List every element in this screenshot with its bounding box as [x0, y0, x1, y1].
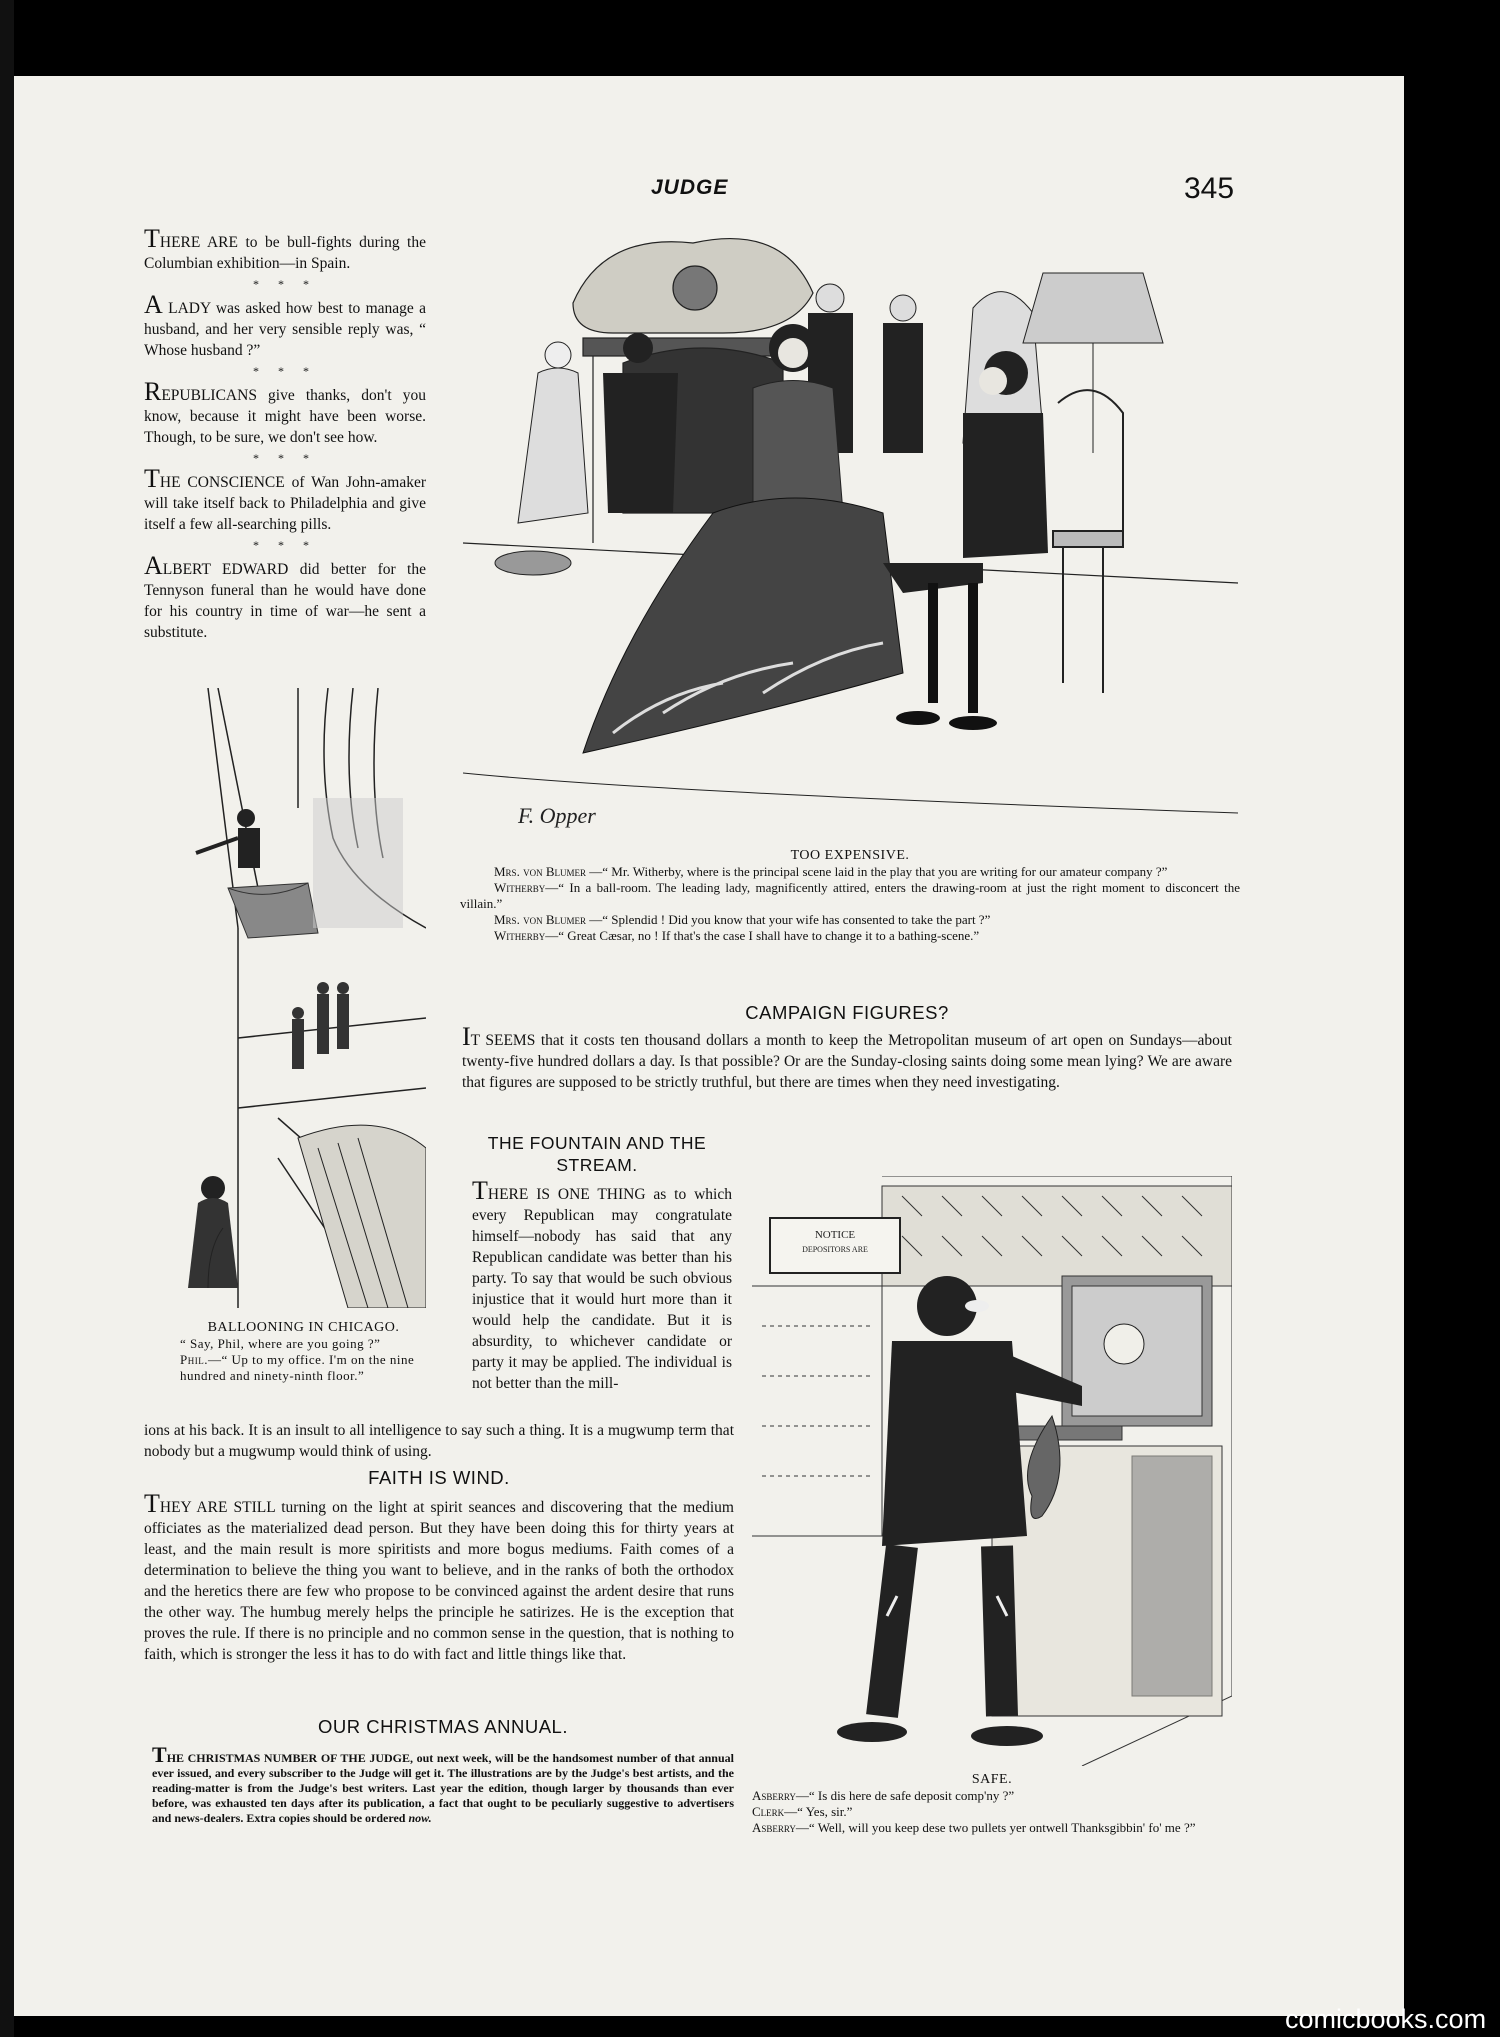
caption-line-2: Witherby—“ In a ball-room. The leading lady, magnificently attired, enters the drawing-room at just the right moment to disconcert the villain.”	[460, 880, 1240, 911]
item-conscience: THE CONSCIENCE of Wan John-amaker will take itself back to Philadelphia and give itself a few all-searching pills.	[144, 464, 426, 533]
scan-edge	[0, 0, 14, 2037]
campaign-heading: CAMPAIGN FIGURES?	[745, 1002, 949, 1023]
separator: * * *	[253, 277, 317, 291]
too-expensive-caption	[460, 847, 1240, 944]
separator: * * *	[253, 538, 317, 552]
safe-line-1: Asberry—“ Is dis here de safe deposit comp'ny ?”	[752, 1788, 1015, 1803]
fountain-article	[462, 1132, 732, 1394]
too-expensive-illustration	[463, 213, 1238, 838]
too-expensive-title: TOO EXPENSIVE.	[790, 848, 910, 863]
item-husband: A LADY was asked how best to manage a husband, and her very sensible reply was, “ Whose husband ?”	[144, 290, 426, 359]
caption-line-4: Witherby—“ Great Cæsar, no ! If that's the case I shall have to change it to a bathing-scene.”	[494, 928, 980, 943]
campaign-body: IT SEEMS that it costs ten thousand dollars a month to keep the Metropolitan museum of art open on Sundays—about twenty-five hundred dollars a day. Is that possible? Or are the Sunday-closing saints doing some mean lying? We are aware that figures are supposed to be strictly truthful, but there are times when they need investigating.	[462, 1022, 1232, 1091]
item-albert-edward: ALBERT EDWARD did better for the Tennyson funeral than he would have done for his country in time of war—he sent a substitute.	[144, 551, 426, 641]
fountain-heading: THE FOUNTAIN AND THE STREAM.	[487, 1133, 707, 1175]
separator: * * *	[253, 364, 317, 378]
christmas-article	[152, 1716, 734, 1826]
ballooning-illustration	[178, 688, 426, 1308]
artist-signature: F. Opper	[518, 803, 596, 828]
balloon-caption-title: BALLOONING IN CHICAGO.	[207, 1320, 400, 1335]
christmas-heading: OUR CHRISTMAS ANNUAL.	[317, 1716, 568, 1737]
item-republicans: REPUBLICANS give thanks, don't you know, because it might have been worse. Though, to be sure, we don't see how.	[144, 377, 426, 446]
safe-line-2: Clerk—“ Yes, sir.”	[752, 1804, 853, 1819]
site-watermark: comicbooks.com	[1285, 2004, 1487, 2034]
caption-line-1: Mrs. von Blumer —“ Mr. Witherby, where is the principal scene laid in the play that you are writing for our amateur company ?”	[494, 864, 1168, 879]
safe-line-3: Asberry—“ Well, will you keep dese two pullets yer ontwell Thanksgibbin' fo' me ?”	[752, 1820, 1196, 1835]
christmas-body: THE CHRISTMAS NUMBER OF THE JUDGE, out next week, will be the handsomest number of that annual ever issued, and every subscriber to the Judge will get it. The illustrations are by the Judge's best artists, and the reading-matter is from the Judge's best writers. Last year the edition, though larger by thousands than ever before, was exhausted ten days after its publication, a fact that ought to be peculiarly suggestive to advertisers and news-dealers. Extra copies should be ordered now.	[152, 1742, 734, 1825]
faith-article	[144, 1467, 734, 1665]
page-number: 345	[1184, 172, 1235, 205]
campaign-figures-article	[462, 1002, 1232, 1093]
safe-caption	[752, 1771, 1232, 1836]
faith-body: THEY ARE STILL turning on the light at spirit seances and discovering that the medium officiates as the materialized dead person. But they have been doing this for thirty years at least, and the main result is more spiritists and more bogus mediums. Faith comes of a determination to believe the thing you want to believe, and in the ranks of both the orthodox and the heretics there are few who propose to be convinced against the ardent desire that runs the other way. The humbug merely helps the principle he satirizes. He is the exception that proves the rule. If there is no principle and no common sense in the question, that is nothing to faith, which is stronger the less it has to do with fact and little things like that.	[144, 1489, 734, 1663]
balloon-caption	[166, 1319, 441, 1384]
left-column-items	[144, 224, 426, 643]
svg-text:DEPOSITORS ARE: DEPOSITORS ARE	[802, 1245, 868, 1254]
safe-illustration	[752, 1176, 1232, 1766]
fountain-body: THERE IS ONE THING as to which every Republican may congratulate himself—nobody has said that any Republican candidate was better than his party. To say that would be such obvious injustice that it would hurt more than it would help the candidate. But it is absurdity, to whichever candidate or party it may be applied. The individual is not better than the mill-	[472, 1176, 732, 1392]
caption-line-3: Mrs. von Blumer —“ Splendid ! Did you know that your wife has consented to take the part ?”	[494, 912, 991, 927]
fountain-body-tail: ions at his back. It is an insult to all intelligence to say such a thing. It is a mugwump term that nobody but a mugwump would think of using.	[144, 1421, 734, 1460]
faith-heading: FAITH IS WIND.	[368, 1467, 510, 1488]
notice-sign	[770, 1218, 900, 1273]
separator: * * *	[253, 451, 317, 465]
item-bullfights: THERE ARE to be bull-fights during the Columbian exhibition—in Spain.	[144, 224, 426, 272]
balloon-caption-line1: “ Say, Phil, where are you going ?”	[180, 1336, 381, 1351]
balloon-caption-line2: Phil.—“ Up to my office. I'm on the nine hundred and ninety-ninth floor.”	[180, 1352, 415, 1383]
magazine-title: JUDGE	[651, 176, 729, 199]
svg-text:NOTICE: NOTICE	[814, 1229, 856, 1241]
safe-title: SAFE.	[971, 1772, 1013, 1787]
